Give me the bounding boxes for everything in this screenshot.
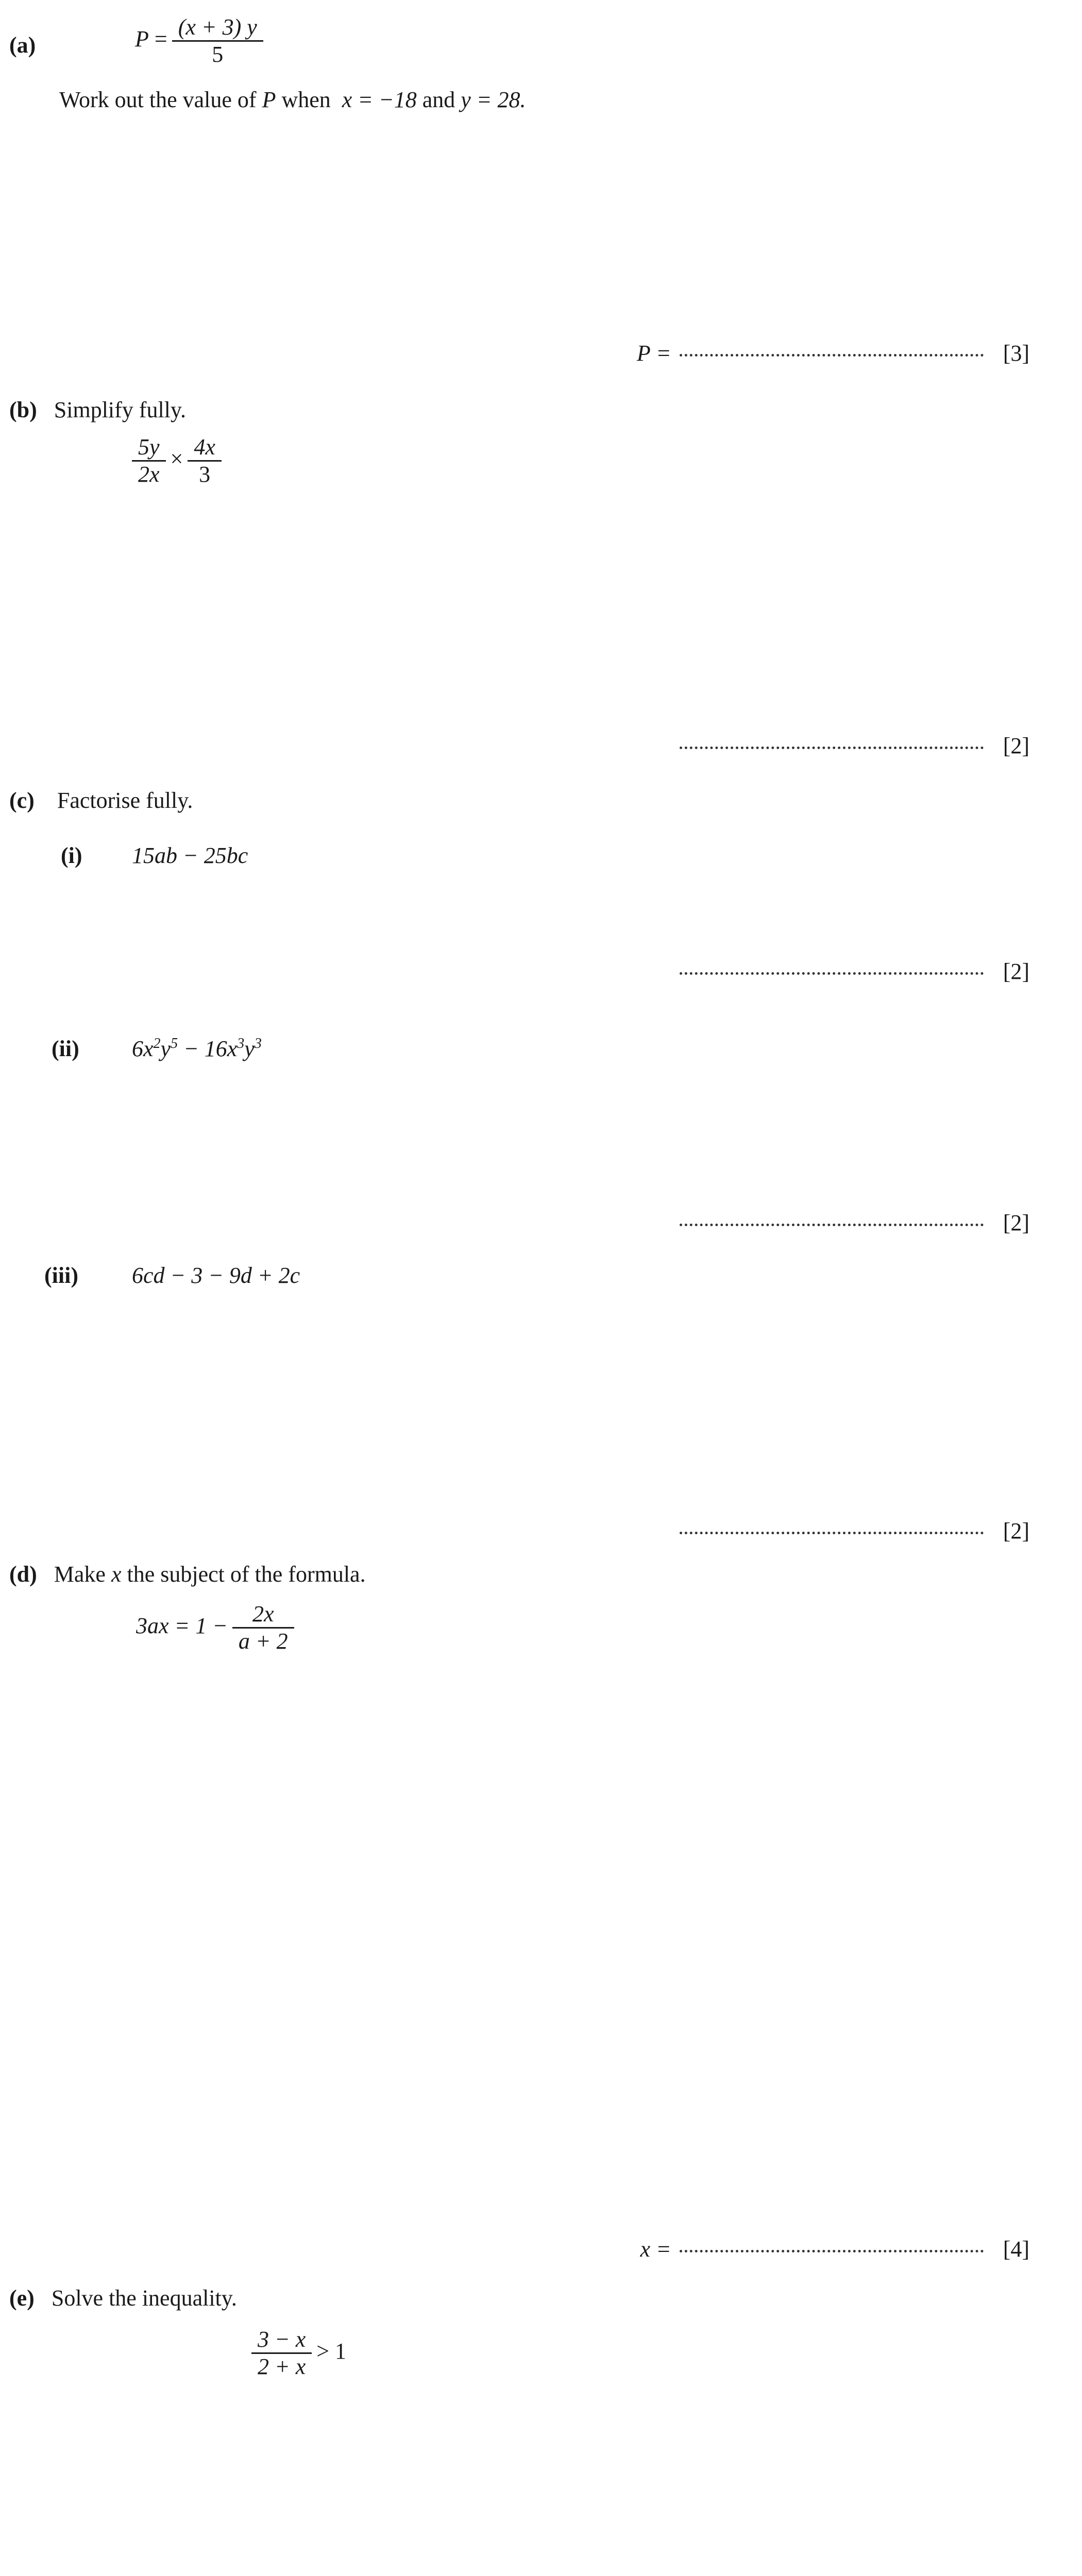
formula-fraction — [235, 1602, 291, 1653]
instruction-text: when — [281, 87, 331, 112]
expr-term: y — [160, 1036, 171, 1061]
fraction-denominator: 2 + x — [251, 2352, 312, 2379]
expr-term: − 16x — [183, 1036, 238, 1061]
part-a-answer-line — [637, 340, 1029, 366]
instruction-text: Make — [54, 1562, 106, 1587]
exponent: 2 — [153, 1036, 161, 1052]
instruction-variable: x — [111, 1562, 122, 1587]
part-c-iii-label: (iii) — [44, 1263, 78, 1288]
answer-dotted-line[interactable] — [680, 1224, 984, 1226]
marks-label: [4] — [1003, 2236, 1029, 2262]
part-d-formula — [136, 1602, 293, 1653]
part-b-expression — [133, 435, 221, 486]
part-a-formula: P = $\frac{(x + 3) y}{5}$ — [135, 15, 262, 66]
fraction-denominator: 3 — [188, 460, 222, 486]
fraction-denominator: 2x — [132, 460, 166, 486]
part-b-label: (b) — [9, 397, 37, 422]
formula-lhs: 3ax = 1 − — [136, 1613, 228, 1638]
fraction-denominator: a + 2 — [232, 1627, 294, 1653]
inequality-fraction — [255, 2328, 309, 2379]
part-c-i-answer-line — [671, 958, 1029, 985]
times-symbol: × — [170, 446, 183, 471]
fraction-1 — [135, 435, 163, 486]
exponent: 3 — [237, 1036, 245, 1052]
part-d-answer-line — [640, 2236, 1029, 2262]
part-e-inequality — [252, 2328, 346, 2379]
marks-label: [2] — [1003, 1210, 1029, 1235]
condition-x: x = −18 — [342, 87, 417, 112]
formula-lhs: P — [135, 26, 149, 52]
part-c-heading — [9, 787, 193, 814]
exponent: 3 — [254, 1036, 262, 1052]
part-c-ii-label: (ii) — [52, 1036, 79, 1061]
marks-label: [2] — [1003, 1518, 1029, 1544]
part-c-iii-expression: 6cd − 3 − 9d + 2c — [132, 1263, 300, 1288]
fraction-numerator: (x + 3) y — [178, 14, 257, 40]
part-b-heading — [9, 397, 186, 423]
answer-dotted-line[interactable] — [680, 1532, 984, 1534]
part-b-answer-line — [671, 733, 1029, 759]
fraction-numerator: 5y — [138, 434, 160, 460]
part-c-ii-expression — [132, 1036, 262, 1062]
instruction-text: the subject of the formula. — [127, 1562, 366, 1587]
part-e-instruction: Solve the inequality. — [51, 2285, 237, 2311]
fraction-numerator: 4x — [194, 434, 215, 460]
marks-label: [2] — [1003, 959, 1029, 984]
part-d-label: (d) — [9, 1562, 37, 1587]
part-e-heading — [9, 2285, 237, 2311]
instruction-variable: P — [262, 87, 276, 112]
part-c-ii-answer-line — [671, 1210, 1029, 1236]
part-c-i-expression: 15ab − 25bc — [132, 843, 248, 868]
expr-term: y — [244, 1036, 255, 1061]
condition-y: y = 28. — [461, 87, 526, 112]
fraction-2 — [191, 435, 218, 486]
part-b-instruction: Simplify fully. — [54, 397, 187, 422]
answer-prefix: P = — [636, 341, 671, 366]
part-c-i-label: (i) — [61, 843, 82, 868]
part-e-label: (e) — [9, 2285, 35, 2311]
part-a-label: (a) — [9, 32, 36, 58]
fraction-denominator: 5 — [172, 40, 263, 66]
part-c-instruction: Factorise fully. — [57, 788, 193, 813]
instruction-text: and — [422, 87, 455, 112]
marks-label: [3] — [1003, 341, 1029, 366]
part-c-iii-answer-line — [671, 1518, 1029, 1544]
answer-prefix: x = — [640, 2236, 671, 2262]
part-c-label: (c) — [9, 788, 35, 813]
answer-dotted-line[interactable] — [680, 354, 984, 357]
answer-dotted-line[interactable] — [680, 747, 984, 749]
part-d-heading — [9, 1561, 366, 1587]
formula-fraction — [175, 15, 260, 66]
part-a-instruction — [59, 87, 526, 113]
inequality-rhs: > 1 — [316, 2338, 347, 2364]
fraction-numerator: 2x — [252, 1601, 274, 1626]
instruction-text: Work out the value of — [59, 87, 257, 112]
expr-term: 6x — [132, 1036, 154, 1061]
exponent: 5 — [171, 1036, 178, 1052]
answer-dotted-line[interactable] — [680, 972, 984, 975]
answer-dotted-line[interactable] — [680, 2250, 984, 2252]
marks-label: [2] — [1003, 733, 1029, 758]
fraction-numerator: 3 − x — [258, 2327, 306, 2352]
